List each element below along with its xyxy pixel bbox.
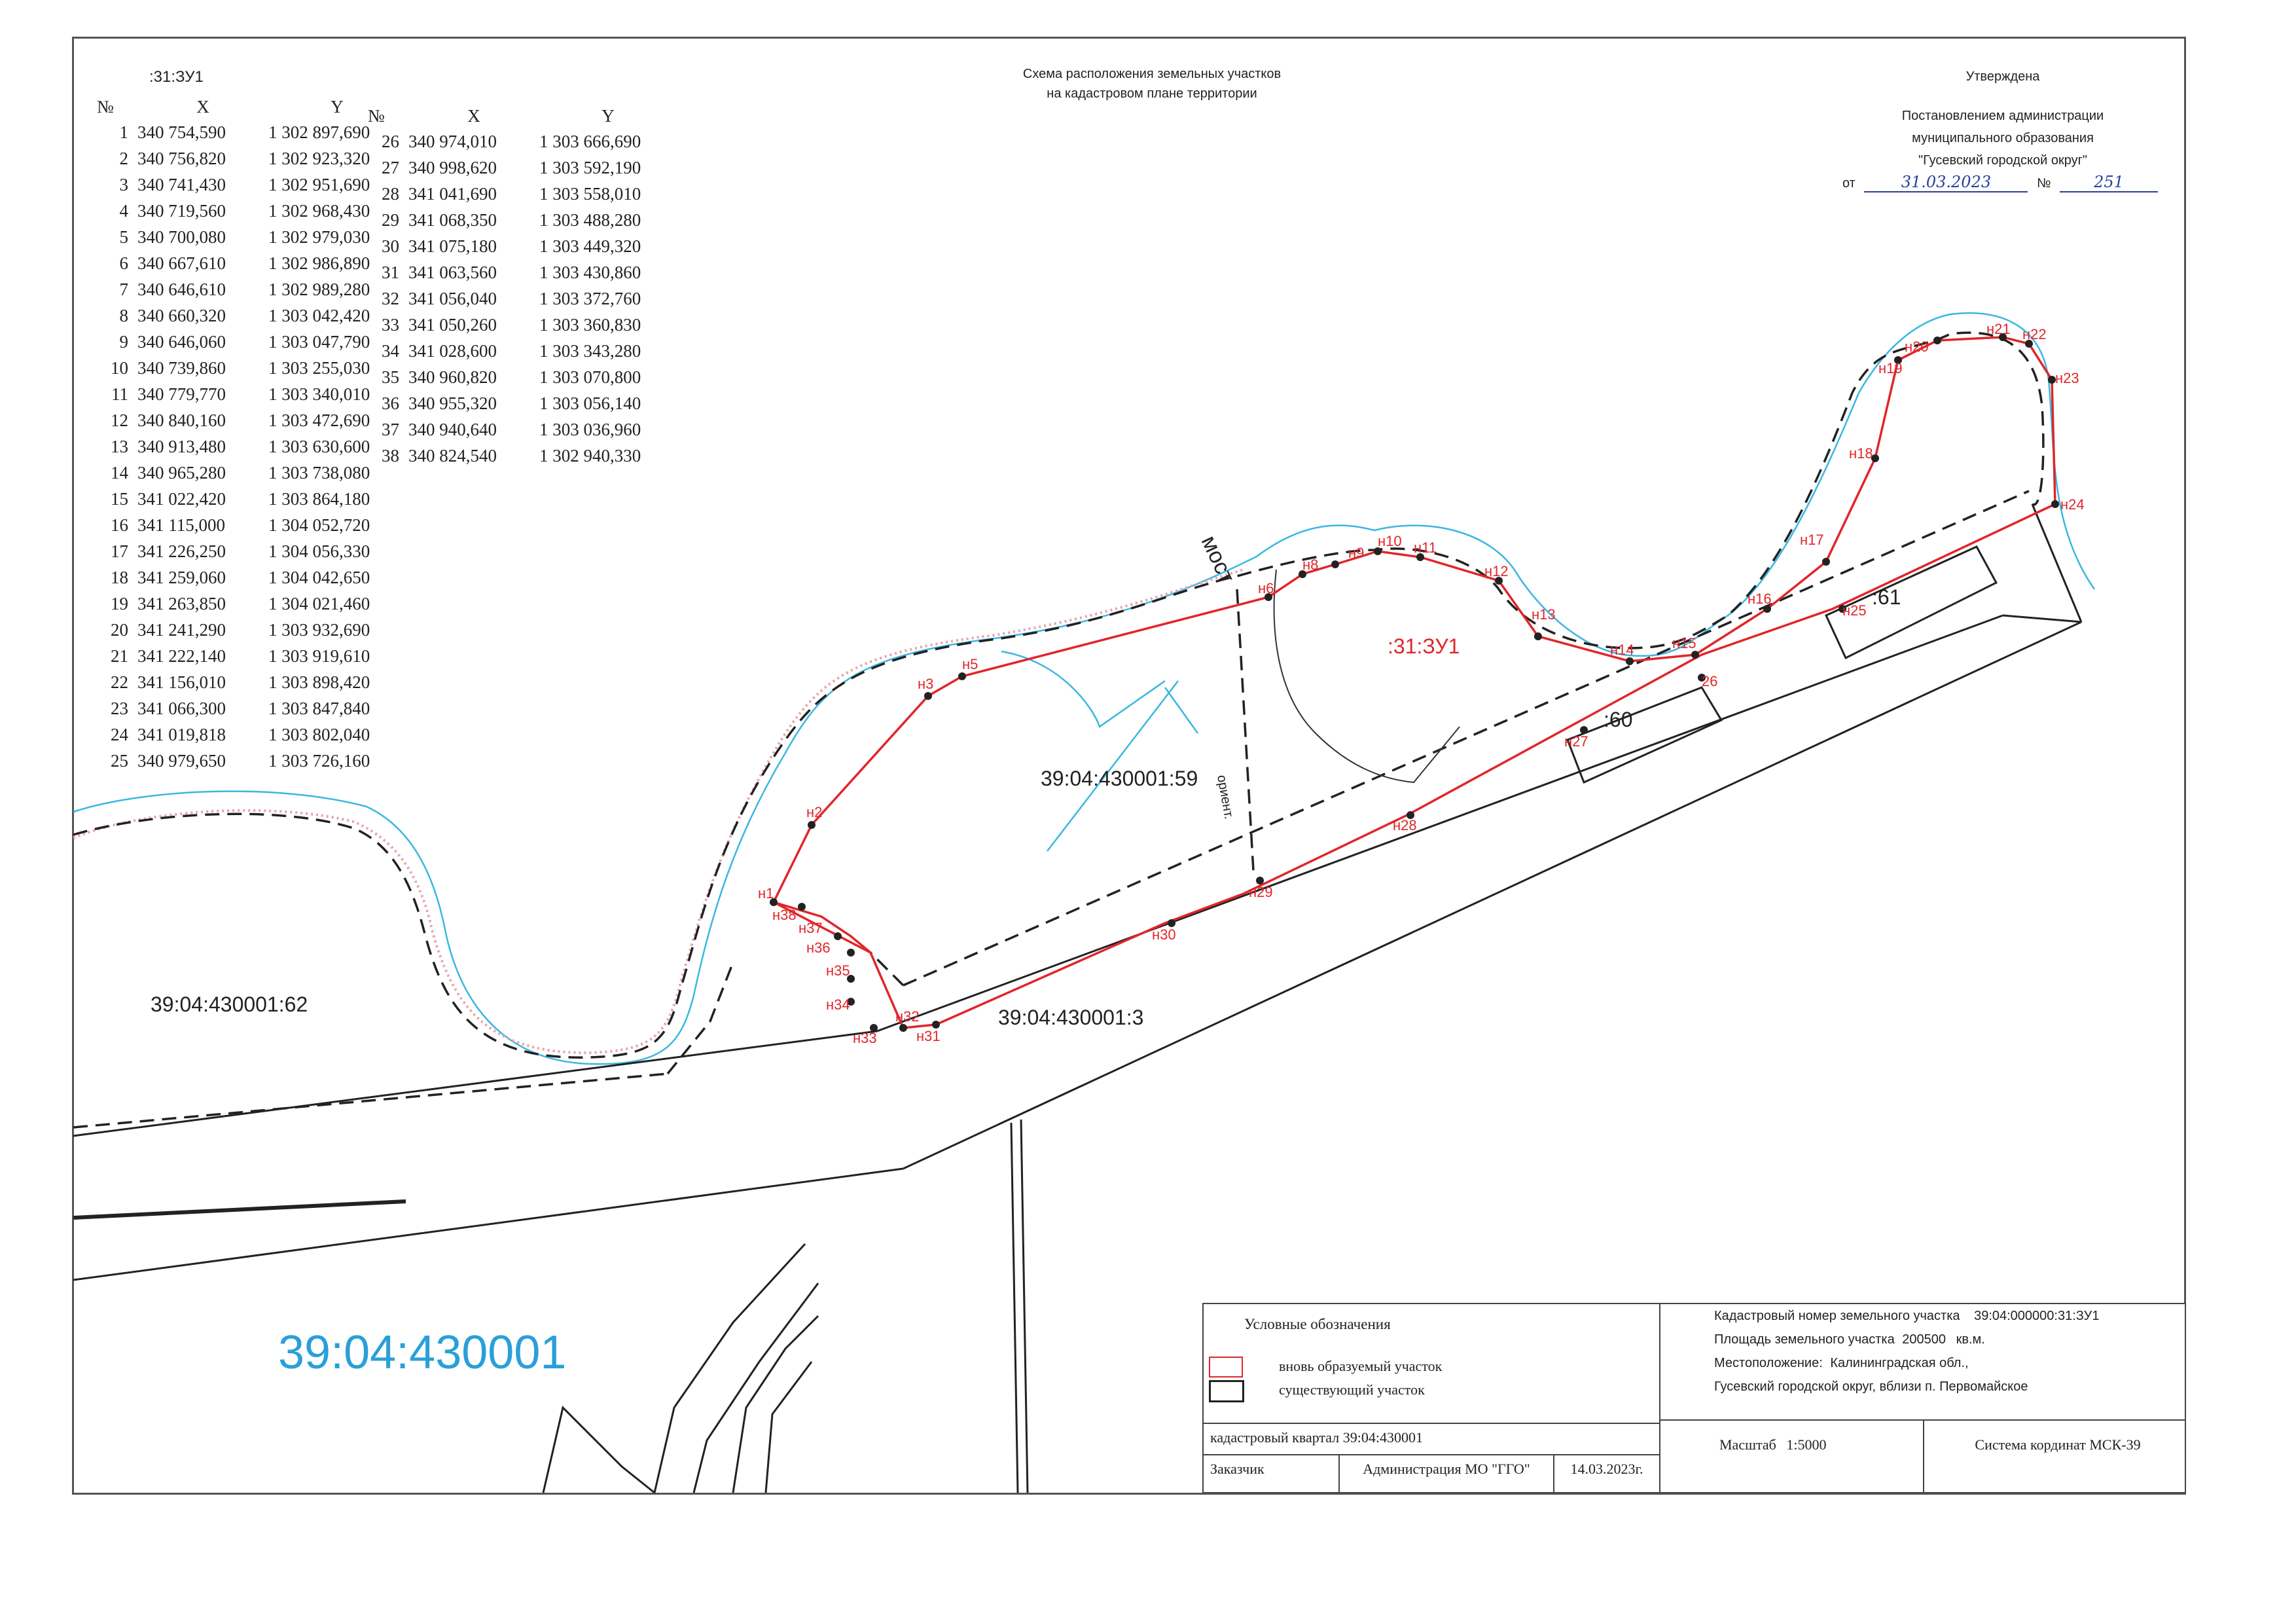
col-y: Y: [601, 105, 615, 126]
approval-line-1: Постановлением администрации: [1901, 109, 2104, 123]
coord-y: 1 303 726,160: [268, 750, 370, 771]
legend-swatch-new: [1209, 1357, 1243, 1377]
point-number: 19: [111, 593, 128, 613]
table-row: [368, 207, 677, 233]
coords-table: [368, 103, 677, 469]
point-label: н38: [772, 907, 797, 923]
page-title: [949, 64, 1355, 103]
coord-x: 341 263,850: [137, 593, 226, 613]
table-row: [97, 669, 406, 695]
coord-x: 341 241,290: [137, 619, 226, 640]
point-label: н17: [1800, 532, 1824, 548]
point-number: 24: [111, 724, 128, 744]
point-number: 9: [119, 331, 128, 352]
coord-x: 341 028,600: [408, 340, 497, 361]
coord-x: 341 019,818: [137, 724, 226, 744]
coord-y: 1 303 372,760: [539, 288, 641, 308]
coord-x: 341 066,300: [137, 698, 226, 718]
coord-y: 1 303 864,180: [268, 488, 370, 509]
label-parcel-62: 39:04:430001:62: [151, 993, 308, 1016]
customer-label: Заказчик: [1202, 1454, 1340, 1493]
cad-number-label: Кадастровый номер земельного участка: [1714, 1309, 1960, 1323]
coord-x: 340 913,480: [137, 436, 226, 456]
point-label: н22: [2022, 326, 2047, 342]
point-label: н6: [1258, 580, 1274, 596]
table-row: [368, 443, 677, 469]
coord-y: 1 303 042,420: [268, 305, 370, 325]
coords-table: [97, 94, 406, 774]
table-header-row: [368, 103, 677, 128]
point-label-group: [758, 321, 2085, 1046]
coord-x: 340 998,620: [408, 157, 497, 177]
table-row: [97, 224, 406, 250]
point-number: 12: [111, 410, 128, 430]
table-row: [368, 338, 677, 364]
point-label: н15: [1672, 635, 1696, 651]
coord-y: 1 303 666,690: [539, 131, 641, 151]
point-label: н24: [2060, 496, 2085, 513]
number-label: №: [2036, 176, 2051, 191]
approved-label: Утверждена: [1965, 69, 2040, 84]
coord-y: 1 303 036,960: [539, 419, 641, 439]
coord-x: 341 022,420: [137, 488, 226, 509]
coord-y: 1 303 802,040: [268, 724, 370, 744]
point-label: н11: [1414, 539, 1437, 556]
point-number: 20: [111, 619, 128, 640]
point-label: н2: [806, 804, 823, 820]
coord-x: 340 667,610: [137, 253, 226, 273]
col-y: Y: [331, 96, 344, 117]
point-number: 2: [119, 148, 128, 168]
coord-y: 1 302 968,430: [268, 200, 370, 221]
label-orient: ориент.: [1214, 774, 1236, 820]
point-number: 4: [119, 200, 128, 221]
table-row: [368, 390, 677, 416]
coord-y: 1 304 042,650: [268, 567, 370, 587]
point-number: 13: [111, 436, 128, 456]
table-row: [368, 155, 677, 181]
coord-y: 1 304 056,330: [268, 541, 370, 561]
coord-x: 341 050,260: [408, 314, 497, 335]
point-number: 6: [119, 253, 128, 273]
scale-cell: [1659, 1419, 1924, 1493]
new-parcel-outline: [774, 337, 2055, 1028]
coord-y: 1 303 738,080: [268, 462, 370, 483]
table-row: [368, 128, 677, 155]
coord-y: 1 303 932,690: [268, 619, 370, 640]
label-parcel-3: 39:04:430001:3: [998, 1006, 1144, 1029]
legend-box: [1202, 1303, 1660, 1424]
point-number: 25: [111, 750, 128, 771]
coord-x: 340 979,650: [137, 750, 226, 771]
point-label: н23: [2055, 370, 2079, 386]
point-label: н27: [1564, 733, 1588, 750]
location-row: [1714, 1351, 2099, 1375]
point-number: 22: [111, 672, 128, 692]
point-label: н9: [1348, 545, 1365, 561]
point-number: 36: [382, 393, 399, 413]
col-no: №: [368, 105, 385, 126]
point-number: 27: [382, 157, 399, 177]
coords-parcel-label: :31:ЗУ1: [149, 68, 204, 86]
coord-y: 1 302 897,690: [268, 122, 370, 142]
point-number: 14: [111, 462, 128, 483]
coord-x: 341 068,350: [408, 210, 497, 230]
label-parcel-60: :60: [1604, 708, 1633, 731]
label-parcel-61: :61: [1872, 585, 1901, 609]
approval-line-2: муниципального образования: [1912, 131, 2094, 145]
col-x: X: [196, 96, 209, 117]
area-row: [1714, 1328, 2099, 1351]
point-number: 11: [111, 384, 128, 404]
point-label: н13: [1532, 606, 1556, 623]
table-row: [97, 721, 406, 748]
point-number: 35: [382, 367, 399, 387]
coord-x: 341 075,180: [408, 236, 497, 256]
coord-y: 1 303 070,800: [539, 367, 641, 387]
coord-y: 1 303 558,010: [539, 183, 641, 204]
coord-y: 1 303 340,010: [268, 384, 370, 404]
coord-x: 340 960,820: [408, 367, 497, 387]
coord-y: 1 302 989,280: [268, 279, 370, 299]
table-row: [97, 250, 406, 276]
point-number: 18: [111, 567, 128, 587]
point-number: 30: [382, 236, 399, 256]
point-number: 10: [111, 357, 128, 378]
coord-x: 340 646,060: [137, 331, 226, 352]
coord-x: 341 056,040: [408, 288, 497, 308]
coord-x: 340 965,280: [137, 462, 226, 483]
point-number: 3: [119, 174, 128, 194]
table-row: [97, 643, 406, 669]
point-number: 29: [382, 210, 399, 230]
label-bridge: мост: [1196, 532, 1240, 587]
coord-x: 340 974,010: [408, 131, 497, 151]
point-number: 38: [382, 445, 399, 465]
point-label: н16: [1748, 591, 1772, 607]
table-row: [368, 181, 677, 207]
point-label: н28: [1393, 817, 1417, 833]
coord-x: 340 660,320: [137, 305, 226, 325]
coord-x: 341 115,000: [137, 515, 225, 535]
point-label: н30: [1152, 926, 1176, 943]
col-no: №: [97, 96, 114, 117]
coordinate-system-cell: [1923, 1419, 2186, 1493]
legend-quarter-row: кадастровый квартал 39:04:430001: [1202, 1423, 1660, 1455]
customer-name: Администрация МО "ГГО": [1338, 1454, 1554, 1493]
coord-y: 1 303 472,690: [268, 410, 370, 430]
coordinates-table-right: [368, 103, 677, 469]
table-row: [97, 748, 406, 774]
point-label: н14: [1610, 642, 1634, 658]
area-label: Площадь земельного участка: [1714, 1332, 1895, 1347]
coord-x: 340 779,770: [137, 384, 226, 404]
point-number: 34: [382, 340, 399, 361]
coord-x: 340 840,160: [137, 410, 226, 430]
location-1: Калининградская обл.,: [1830, 1356, 1969, 1370]
legend-label-existing: существующий участок: [1279, 1381, 1425, 1398]
point-label: 26: [1702, 673, 1718, 689]
label-parcel-59: 39:04:430001:59: [1041, 767, 1198, 790]
table-row: [97, 145, 406, 172]
coord-x: 340 741,430: [137, 174, 226, 194]
coord-y: 1 304 021,460: [268, 593, 370, 613]
coord-y: 1 303 847,840: [268, 698, 370, 718]
bridge: [1274, 570, 1460, 782]
approval-date-row: [1842, 173, 2163, 192]
table-row: [97, 591, 406, 617]
point-number: 15: [111, 488, 128, 509]
point-label: н37: [798, 920, 823, 936]
table-row: [97, 329, 406, 355]
point-number: 1: [119, 122, 128, 142]
title-line-2: на кадастровом плане территории: [1047, 86, 1257, 101]
coord-y: 1 304 052,720: [268, 515, 370, 535]
coord-y: 1 303 592,190: [539, 157, 641, 177]
area-value: 200500: [1902, 1332, 1946, 1347]
coord-x: 341 041,690: [408, 183, 497, 204]
coord-x: 340 646,610: [137, 279, 226, 299]
legend-title: Условные обозначения: [1244, 1316, 1391, 1332]
point-label: н32: [895, 1008, 920, 1025]
coord-y: 1 303 919,610: [268, 646, 370, 666]
coord-y: 1 303 047,790: [268, 331, 370, 352]
table-row: [368, 285, 677, 312]
legend-label-new: вновь образуемый участок: [1279, 1358, 1443, 1374]
coord-x: 340 739,860: [137, 357, 226, 378]
point-label: н25: [1842, 602, 1867, 619]
coord-y: 1 303 898,420: [268, 672, 370, 692]
table-row: [97, 407, 406, 433]
point-label: н21: [1986, 321, 2011, 337]
cad-number-row: [1714, 1304, 2099, 1328]
point-label: н29: [1249, 884, 1273, 900]
area-unit: кв.м.: [1956, 1332, 1985, 1347]
coord-y: 1 303 056,140: [539, 393, 641, 413]
label-parcel-new: :31:ЗУ1: [1388, 634, 1460, 658]
point-label: н1: [758, 885, 774, 902]
point-label: н19: [1878, 360, 1903, 376]
coord-y: 1 303 449,320: [539, 236, 641, 256]
coord-x: 341 259,060: [137, 567, 226, 587]
title-line-1: Схема расположения земельных участков: [1022, 67, 1282, 81]
coord-y: 1 303 360,830: [539, 314, 641, 335]
table-row: [97, 512, 406, 538]
point-number: 37: [382, 419, 399, 439]
table-row: [368, 416, 677, 443]
point-label: н31: [916, 1028, 941, 1044]
coord-y: 1 302 979,030: [268, 227, 370, 247]
table-row: [368, 233, 677, 259]
point-label: н34: [826, 996, 850, 1013]
scale-label: Масштаб: [1719, 1436, 1776, 1453]
table-row: [97, 564, 406, 591]
coord-y: 1 303 488,280: [539, 210, 641, 230]
point-number: 5: [119, 227, 128, 247]
from-label: от: [1842, 176, 1856, 191]
point-number: 16: [111, 515, 128, 535]
location-label: Местоположение:: [1714, 1356, 1823, 1370]
table-row: [97, 172, 406, 198]
point-label: н33: [853, 1030, 877, 1046]
point-label: н20: [1905, 338, 1929, 355]
info-box: [1659, 1303, 2186, 1421]
coord-y: 1 302 951,690: [268, 174, 370, 194]
coord-x: 340 719,560: [137, 200, 226, 221]
point-label: н5: [962, 656, 978, 672]
coord-x: 340 824,540: [408, 445, 497, 465]
approval-line-3: "Гусевский городской округ": [1918, 153, 2087, 168]
coordinates-table-left: [97, 68, 406, 774]
table-row: [97, 355, 406, 381]
coord-x: 341 222,140: [137, 646, 226, 666]
coordinate-system: Система кординат МСК-39: [1975, 1436, 2141, 1453]
point-number: 32: [382, 288, 399, 308]
info-lines: [1714, 1304, 2099, 1398]
table-row: [368, 312, 677, 338]
coord-y: 1 303 343,280: [539, 340, 641, 361]
table-row: [368, 259, 677, 285]
table-row: [97, 302, 406, 329]
point-number: 28: [382, 183, 399, 204]
point-label: н35: [826, 962, 850, 979]
document-date: 14.03.2023г.: [1553, 1454, 1660, 1493]
table-row: [97, 617, 406, 643]
coord-y: 1 303 430,860: [539, 262, 641, 282]
table-row: [97, 460, 406, 486]
handwritten-number: 251: [2060, 173, 2158, 192]
coord-x: 341 226,250: [137, 541, 226, 561]
coord-x: 340 955,320: [408, 393, 497, 413]
table-row: [97, 276, 406, 302]
table-row: [97, 119, 406, 145]
coord-y: 1 302 923,320: [268, 148, 370, 168]
point-number: 7: [119, 279, 128, 299]
table-row: [97, 695, 406, 721]
coord-x: 341 156,010: [137, 672, 226, 692]
col-x: X: [467, 105, 480, 126]
point-number: 26: [382, 131, 399, 151]
table-row: [368, 364, 677, 390]
table-row: [97, 433, 406, 460]
handwritten-date: 31.03.2023: [1864, 173, 2028, 192]
point-label: н3: [918, 676, 934, 692]
boundary-points: [770, 333, 2059, 1032]
table-row: [97, 486, 406, 512]
coord-x: 340 940,640: [408, 419, 497, 439]
point-number: 33: [382, 314, 399, 335]
coord-y: 1 302 940,330: [539, 445, 641, 465]
point-label: н18: [1849, 445, 1873, 462]
coord-x: 341 063,560: [408, 262, 497, 282]
table-row: [97, 381, 406, 407]
coord-y: 1 303 255,030: [268, 357, 370, 378]
point-label: н12: [1484, 563, 1509, 579]
coord-x: 340 700,080: [137, 227, 226, 247]
table-row: [97, 198, 406, 224]
coord-x: 340 756,820: [137, 148, 226, 168]
point-label: н36: [806, 939, 831, 956]
point-label: н10: [1378, 533, 1402, 549]
table-header-row: [97, 94, 406, 119]
point-number: 21: [111, 646, 128, 666]
label-quarter: 39:04:430001: [278, 1326, 567, 1379]
point-label: н8: [1302, 556, 1319, 573]
coord-y: 1 303 630,600: [268, 436, 370, 456]
location-2: Гусевский городской округ, вблизи п. Первомайское: [1714, 1379, 2028, 1394]
coord-y: 1 302 986,890: [268, 253, 370, 273]
legend-swatch-existing: [1209, 1380, 1244, 1402]
point-number: 17: [111, 541, 128, 561]
point-number: 31: [382, 262, 399, 282]
point-number: 8: [119, 305, 128, 325]
table-row: [97, 538, 406, 564]
coord-x: 340 754,590: [137, 122, 226, 142]
scale-value: 1:5000: [1786, 1436, 1827, 1453]
point-number: 23: [111, 698, 128, 718]
approval-block: [1846, 65, 2160, 172]
cad-number: 39:04:000000:31:ЗУ1: [1974, 1309, 2100, 1323]
